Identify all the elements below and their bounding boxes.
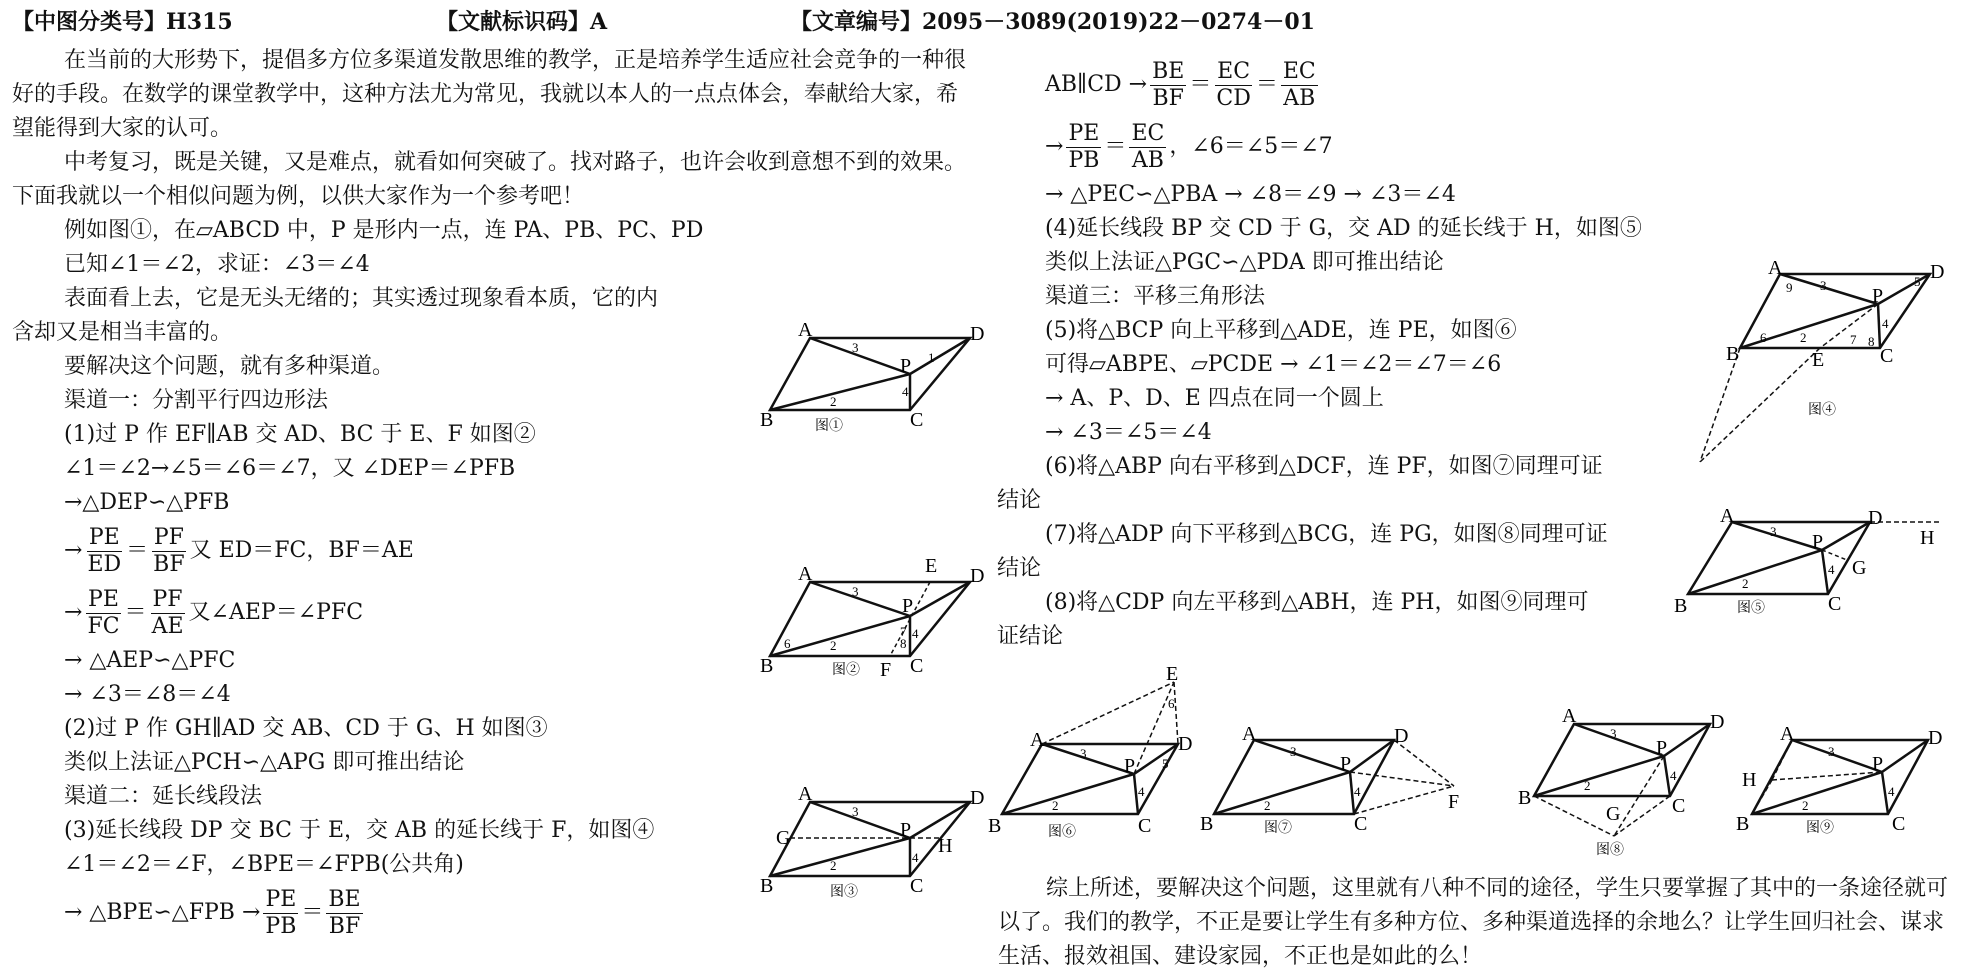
- svg-text:6: 6: [1168, 696, 1175, 711]
- point-E: E: [1166, 663, 1179, 685]
- point-H: H: [1742, 769, 1757, 791]
- point-P: P: [1124, 755, 1136, 777]
- figure-7: [1200, 723, 1464, 852]
- point-C: C: [910, 409, 924, 431]
- step-8: (8)将△CDP 向左平移到△ABH，连 PH，如图⑨同理可: [1045, 590, 1589, 615]
- svg-text:1: 1: [928, 350, 935, 365]
- figure-4-caption: 图④: [1808, 403, 1836, 418]
- figure-3: [760, 783, 985, 910]
- svg-text:2: 2: [830, 858, 837, 873]
- point-P: P: [1340, 753, 1352, 775]
- fraction: $\frac{PE}{FC}$: [87, 586, 120, 639]
- given-statement: 已知∠1＝∠2，求证：∠3＝∠4: [64, 252, 370, 277]
- step-5-a: 可得▱ABPE、▱PCDE → ∠1＝∠2＝∠7＝∠6: [1045, 352, 1502, 377]
- point-B: B: [1674, 595, 1688, 617]
- point-P: P: [1872, 285, 1884, 307]
- svg-text:8: 8: [1868, 334, 1875, 349]
- channel-2-heading: 渠道二：延长线段法: [64, 784, 263, 809]
- point-C: C: [910, 655, 924, 677]
- svg-text:2: 2: [1742, 576, 1749, 591]
- point-D: D: [1710, 711, 1725, 733]
- figure-1-caption: 图①: [815, 419, 843, 434]
- svg-text:9: 9: [1786, 280, 1793, 295]
- step-1-ratio-1: → $\frac{PE}{ED}$ ＝ $\frac{PF}{BF}$ 又 ED＝FC，BF＝AE: [64, 524, 414, 577]
- channel-3-heading: 渠道三：平移三角形法: [1045, 284, 1266, 309]
- svg-text:3: 3: [852, 340, 859, 355]
- svg-text:4: 4: [902, 384, 909, 399]
- fraction: $\frac{PE}{ED}$: [87, 524, 122, 577]
- svg-text:3: 3: [1610, 726, 1617, 741]
- figure-8-caption: 图⑧: [1596, 843, 1624, 858]
- point-A: A: [1780, 723, 1795, 745]
- svg-text:4: 4: [912, 626, 919, 641]
- point-B: B: [988, 815, 1002, 837]
- point-P: P: [900, 355, 912, 377]
- svg-text:5: 5: [1914, 274, 1921, 289]
- step-1-similar: →△DEP∽△PFB: [64, 490, 230, 515]
- svg-text:2: 2: [1802, 798, 1809, 813]
- svg-text:2: 2: [830, 638, 837, 653]
- article-header: [0, 4, 1962, 40]
- conclusion-paragraph: 综上所述，要解决这个问题，这里就有八种不同的途径，学生只要掌握了其中的一条途径就可以了。我们的教学，不正是要让学生有多种方位、多种渠道选择的余地么？让学生回归社会、谋求生活、报效祖国、建设家园，不正也是如此的么！: [998, 876, 1949, 969]
- point-B: B: [760, 875, 774, 897]
- step-8-cont: 证结论: [997, 624, 1064, 649]
- point-A: A: [1768, 257, 1783, 279]
- point-P: P: [900, 819, 912, 841]
- intro-paragraph-1: 在当前的大形势下，提倡多方位多渠道发散思维的教学，正是培养学生适应社会竞争的一种很好的手段。在数学的课堂教学中，这种方法尤为常见，我就以本人的一点点体会，奉献给大家，希望能得到大家的认可。: [12, 48, 967, 141]
- point-H: H: [1920, 527, 1935, 549]
- step-6-cont: 结论: [997, 488, 1042, 513]
- svg-text:3: 3: [852, 584, 859, 599]
- point-G: G: [1606, 803, 1621, 825]
- step-5-b: → A、P、D、E 四点在同一个圆上: [1045, 386, 1384, 411]
- figure-9: [1736, 723, 1952, 852]
- figure-6: [988, 663, 1193, 856]
- svg-text:4: 4: [1828, 562, 1835, 577]
- svg-text:2: 2: [1264, 798, 1271, 813]
- step-7: (7)将△ADP 向下平移到△BCG，连 PG，如图⑧同理可证: [1045, 522, 1608, 547]
- step-2: (2)过 P 作 GH∥AD 交 AB、CD 于 G、H 如图③: [64, 716, 548, 741]
- svg-text:4: 4: [1670, 768, 1677, 783]
- svg-text:3: 3: [1770, 524, 1777, 539]
- step-5-c: → ∠3＝∠5＝∠4: [1045, 420, 1212, 445]
- step-1-similar-2: → △AEP∽△PFC: [64, 648, 236, 673]
- figure-9-caption: 图⑨: [1806, 821, 1834, 836]
- surface-text-cont: 含却又是相当丰富的。: [12, 320, 233, 345]
- fraction: $\frac{PF}{BF}$: [153, 524, 185, 577]
- step-1-ratio-2: → $\frac{PE}{FC}$ ＝ $\frac{PF}{AE}$ 又∠AEP＝∠PFC: [64, 586, 364, 639]
- point-F: F: [1448, 791, 1460, 813]
- svg-text:3: 3: [1080, 746, 1087, 761]
- example-statement: 例如图①，在▱ABCD 中，P 是形内一点，连 PA、PB、PC、PD: [64, 218, 704, 243]
- surface-text: 表面看上去，它是无头无绪的；其实透过现象看本质，它的内: [64, 286, 659, 311]
- article-number: 【文章编号】2095－3089(2019)22－0274－01: [790, 9, 1315, 35]
- point-C: C: [1880, 345, 1894, 367]
- clc-number: 【中图分类号】H315: [12, 9, 233, 35]
- fraction: $\frac{EC}{AB}$: [1282, 58, 1316, 111]
- channel-1-heading: 渠道一：分割平行四边形法: [64, 388, 329, 413]
- svg-text:3: 3: [852, 804, 859, 819]
- fraction: $\frac{PE}{PB}$: [1068, 120, 1100, 173]
- step-2-note: 类似上法证△PCH∽△APG 即可推出结论: [64, 750, 465, 775]
- svg-text:4: 4: [912, 850, 919, 865]
- svg-text:2: 2: [1800, 330, 1807, 345]
- step-3-angles: ∠1＝∠2＝∠F，∠BPE＝∠FPB(公共角): [64, 852, 464, 877]
- svg-text:4: 4: [1138, 784, 1145, 799]
- svg-text:7: 7: [1850, 332, 1857, 347]
- figure-1: [760, 319, 985, 446]
- point-C: C: [1354, 813, 1368, 835]
- figure-5-caption: 图⑤: [1737, 601, 1765, 616]
- point-B: B: [760, 409, 774, 431]
- svg-text:4: 4: [1882, 316, 1889, 331]
- point-A: A: [798, 563, 813, 585]
- figure-6-caption: 图⑥: [1048, 825, 1076, 840]
- point-F: F: [880, 659, 892, 681]
- svg-text:7: 7: [900, 624, 907, 639]
- svg-text:5: 5: [1162, 756, 1169, 771]
- svg-text:2: 2: [830, 394, 837, 409]
- intro-paragraph-2: 中考复习，既是关键，又是难点，就看如何突破了。找对路子，也许会收到意想不到的效果。下面我就以一个相似问题为例，以供大家作为一个参考吧！: [12, 150, 967, 209]
- ratio-line-1: AB∥CD → $\frac{BE}{BF}$ ＝ $\frac{EC}{CD}$ ＝ $\frac{EC}{AB}$: [1045, 58, 1316, 111]
- similar-chain: → △PEC∽△PBA → ∠8＝∠9 → ∠3＝∠4: [1045, 182, 1456, 207]
- point-B: B: [760, 655, 774, 677]
- step-3: (3)延长线段 DP 交 BC 于 E，交 AB 的延长线于 F，如图④: [64, 818, 655, 843]
- svg-text:4: 4: [1888, 784, 1895, 799]
- point-D: D: [1930, 261, 1945, 283]
- point-B: B: [1518, 787, 1532, 809]
- figure-4: [1700, 257, 1945, 466]
- fraction: $\frac{EC}{AB}$: [1131, 120, 1165, 173]
- fraction: $\frac{PE}{PB}$: [265, 886, 297, 939]
- point-P: P: [902, 595, 914, 617]
- many-ways-text: 要解决这个问题，就有多种渠道。: [64, 354, 395, 379]
- point-P: P: [1812, 531, 1824, 553]
- point-B: B: [1726, 343, 1740, 365]
- point-D: D: [1868, 507, 1883, 529]
- svg-text:2: 2: [1052, 798, 1059, 813]
- point-D: D: [1394, 725, 1409, 747]
- point-D: D: [970, 323, 985, 345]
- point-G: G: [776, 827, 791, 849]
- step-4: (4)延长线段 BP 交 CD 于 G，交 AD 的延长线于 H，如图⑤: [1045, 216, 1642, 241]
- ratio-line-2: → $\frac{PE}{PB}$ ＝ $\frac{EC}{AB}$ ，∠6＝∠5＝∠7: [1045, 120, 1333, 173]
- step-4-note: 类似上法证△PGC∽△PDA 即可推出结论: [1045, 250, 1444, 275]
- step-1-conclusion: → ∠3＝∠8＝∠4: [64, 682, 231, 707]
- figure-3-caption: 图③: [830, 885, 858, 900]
- step-1: (1)过 P 作 EF∥AB 交 AD、BC 于 E、F 如图②: [64, 422, 536, 447]
- point-D: D: [1928, 727, 1943, 749]
- point-A: A: [798, 783, 813, 805]
- point-P: P: [1872, 753, 1884, 775]
- point-E: E: [925, 555, 938, 577]
- point-C: C: [1892, 813, 1906, 835]
- document-code: 【文献标识码】A: [436, 9, 608, 35]
- figure-8: [1518, 705, 1725, 872]
- svg-text:2: 2: [1584, 778, 1591, 793]
- point-D: D: [970, 787, 985, 809]
- fraction: $\frac{PF}{AE}$: [151, 586, 184, 639]
- step-3-ratio: → △BPE∽△FPB → $\frac{PE}{PB}$ ＝ $\frac{BE}{BF}$: [64, 886, 361, 939]
- point-G: G: [1852, 557, 1867, 579]
- svg-text:8: 8: [900, 636, 907, 651]
- point-A: A: [1720, 505, 1735, 527]
- figure-7-caption: 图⑦: [1264, 821, 1292, 836]
- point-C: C: [910, 875, 924, 897]
- figure-2: [760, 555, 985, 684]
- figure-2-caption: 图②: [832, 663, 860, 678]
- svg-text:6: 6: [1760, 330, 1767, 345]
- step-1-angles: ∠1＝∠2→∠5＝∠6＝∠7，又 ∠DEP＝∠PFB: [64, 456, 516, 481]
- svg-text:3: 3: [1290, 744, 1297, 759]
- point-E: E: [1812, 349, 1825, 371]
- step-5: (5)将△BCP 向上平移到△ADE，连 PE，如图⑥: [1045, 318, 1517, 343]
- point-C: C: [1828, 593, 1842, 615]
- svg-text:4: 4: [1354, 784, 1361, 799]
- point-A: A: [1562, 705, 1577, 727]
- fraction: $\frac{BE}{BF}$: [1152, 58, 1185, 111]
- point-D: D: [970, 565, 985, 587]
- point-H: H: [938, 835, 953, 857]
- point-C: C: [1138, 815, 1152, 837]
- point-A: A: [1242, 723, 1257, 745]
- svg-text:3: 3: [1828, 744, 1835, 759]
- point-P: P: [1656, 737, 1668, 759]
- point-B: B: [1200, 813, 1214, 835]
- svg-text:3: 3: [1820, 278, 1827, 293]
- point-A: A: [798, 319, 813, 341]
- point-B: B: [1736, 813, 1750, 835]
- svg-text:6: 6: [784, 636, 791, 651]
- point-A: A: [1030, 729, 1045, 751]
- fraction: $\frac{EC}{CD}$: [1216, 58, 1251, 111]
- step-6: (6)将△ABP 向右平移到△DCF，连 PF，如图⑦同理可证: [1045, 454, 1603, 479]
- fraction: $\frac{BE}{BF}$: [328, 886, 361, 939]
- figure-5: [1674, 505, 1952, 632]
- point-D: D: [1178, 733, 1193, 755]
- point-C: C: [1672, 795, 1686, 817]
- step-7-cont: 结论: [997, 556, 1042, 581]
